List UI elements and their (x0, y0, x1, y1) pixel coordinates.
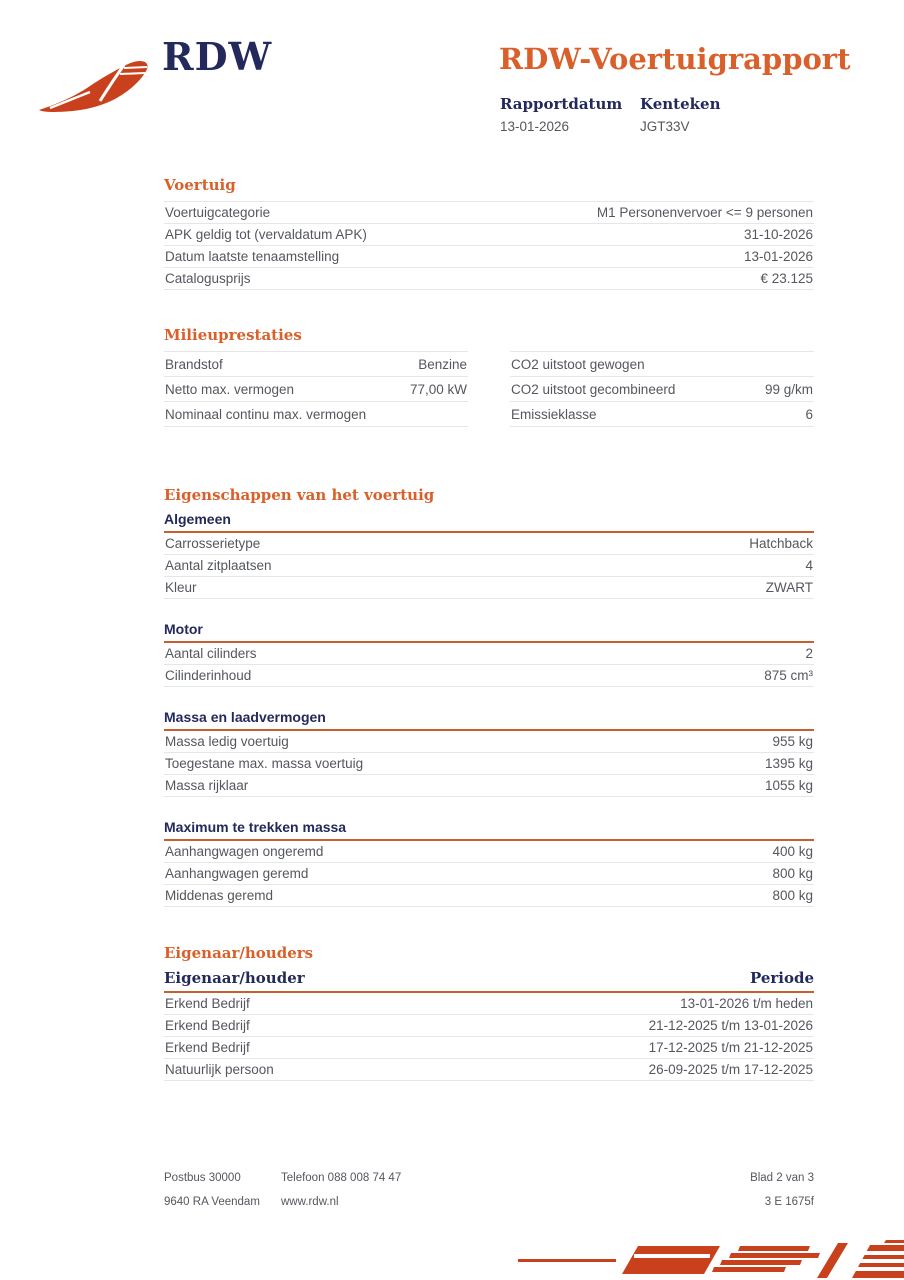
kenteken-block (640, 95, 780, 134)
owner-table-header (164, 969, 814, 993)
table-row (164, 555, 814, 577)
milieu-columns (164, 351, 814, 427)
row-label: Emissieklasse (511, 406, 597, 422)
section-title-voertuig: Voertuig (164, 176, 236, 194)
row-label: Kleur (165, 580, 197, 595)
row-label: Nominaal continu max. vermogen (165, 406, 367, 422)
row-label: Middenas geremd (165, 888, 274, 903)
section-title-milieuprestaties: Milieuprestaties (164, 326, 302, 344)
row-label: Massa rijklaar (165, 778, 249, 793)
row-value: ZWART (765, 580, 813, 595)
subsection-title: Massa en laadvermogen (164, 709, 814, 731)
row-label: Datum laatste tenaamstelling (165, 249, 340, 264)
report-date-block (500, 95, 640, 134)
subsection-title: Algemeen (164, 511, 814, 533)
owner-cell: Natuurlijk persoon (165, 1062, 274, 1077)
owner-cell: Erkend Bedrijf (165, 996, 250, 1011)
footer-phone: Telefoon 088 008 74 47 (281, 1172, 402, 1184)
table-row (164, 753, 814, 775)
row-label: Massa ledig voertuig (165, 734, 289, 749)
footer-address-line2: 9640 RA Veendam (164, 1196, 260, 1208)
kenteken-value: JGT33V (640, 119, 690, 134)
section-title-eigenschappen: Eigenschappen van het voertuig (164, 486, 435, 504)
milieu-left-column (164, 351, 468, 427)
row-value: 955 kg (772, 734, 813, 749)
row-value: 77,00 kW (409, 381, 467, 397)
period-cell: 17-12-2025 t/m 21-12-2025 (648, 1040, 813, 1055)
table-row (164, 224, 814, 246)
section-voertuig (164, 176, 814, 290)
table-row (164, 731, 814, 753)
subsection-motor (164, 621, 814, 687)
row-label: Aanhangwagen geremd (165, 866, 309, 881)
table-row (510, 352, 814, 377)
voertuig-rows (164, 201, 814, 290)
row-value: 875 cm³ (764, 668, 813, 683)
subsection-algemeen (164, 511, 814, 599)
row-value: 1395 kg (764, 756, 813, 771)
table-row (164, 1059, 814, 1081)
table-row (164, 268, 814, 290)
footer-page-indicator: Blad 2 van 3 (750, 1172, 814, 1184)
report-date-value: 13-01-2026 (500, 119, 570, 134)
row-value: 2 (805, 646, 813, 661)
row-value: 800 kg (772, 866, 813, 881)
table-row (164, 352, 468, 377)
row-value: 1055 kg (764, 778, 813, 793)
table-row (164, 885, 814, 907)
footer-address-line1: Postbus 30000 (164, 1172, 241, 1184)
period-cell: 21-12-2025 t/m 13-01-2026 (648, 1018, 813, 1033)
row-label: Aanhangwagen ongeremd (165, 844, 324, 859)
row-value: 13-01-2026 (743, 249, 813, 264)
table-row (510, 402, 814, 427)
row-label: Brandstof (165, 356, 223, 372)
table-row (164, 246, 814, 268)
row-value: Benzine (418, 356, 467, 372)
row-value: € 23.125 (760, 271, 813, 286)
table-row (164, 402, 468, 427)
subsection-trekken (164, 819, 814, 907)
footer-website: www.rdw.nl (281, 1196, 339, 1208)
speed-stripes-icon (518, 1240, 904, 1280)
owner-cell: Erkend Bedrijf (165, 1040, 250, 1055)
subsection-massa (164, 709, 814, 797)
row-label: Aantal cilinders (165, 646, 257, 661)
kenteken-label: Kenteken (640, 95, 721, 113)
owner-column-header: Eigenaar/houder (164, 969, 305, 987)
page-footer (164, 1166, 814, 1222)
table-row (164, 1037, 814, 1059)
period-cell: 26-09-2025 t/m 17-12-2025 (648, 1062, 813, 1077)
footer-form-code: 3 E 1675f (764, 1196, 814, 1208)
subsection-title: Maximum te trekken massa (164, 819, 814, 841)
section-title-eigenaar: Eigenaar/houders (164, 944, 314, 962)
row-label: Netto max. vermogen (165, 381, 295, 397)
row-value: 99 g/km (764, 381, 813, 397)
table-row (164, 863, 814, 885)
rdw-wordmark: RDW (162, 34, 273, 79)
row-value: M1 Personenvervoer <= 9 personen (596, 205, 813, 220)
table-row (164, 533, 814, 555)
row-value: 31-10-2026 (743, 227, 813, 242)
row-label: Toegestane max. massa voertuig (165, 756, 364, 771)
report-meta (500, 95, 780, 134)
row-label: Voertuigcategorie (165, 205, 271, 220)
table-row (164, 643, 814, 665)
table-row (164, 377, 468, 402)
row-label: CO2 uitstoot gewogen (511, 356, 645, 372)
section-eigenschappen (164, 486, 814, 907)
table-row (164, 1015, 814, 1037)
row-value: 6 (805, 406, 813, 422)
row-value: 800 kg (772, 888, 813, 903)
period-cell: 13-01-2026 t/m heden (680, 996, 813, 1011)
milieu-right-column (510, 351, 814, 427)
table-row (164, 841, 814, 863)
owner-cell: Erkend Bedrijf (165, 1018, 250, 1033)
table-row (164, 775, 814, 797)
row-label: APK geldig tot (vervaldatum APK) (165, 227, 367, 242)
section-milieuprestaties (164, 326, 814, 427)
table-row (164, 665, 814, 687)
row-value: Hatchback (749, 536, 813, 551)
table-row (164, 202, 814, 224)
page-title: RDW-Voertuigrapport (499, 42, 851, 76)
subsection-title: Motor (164, 621, 814, 643)
table-row (164, 577, 814, 599)
row-value: 400 kg (772, 844, 813, 859)
table-row (164, 993, 814, 1015)
section-eigenaar (164, 944, 814, 1081)
report-date-label: Rapportdatum (500, 95, 623, 113)
row-label: Catalogusprijs (165, 271, 251, 286)
table-row (510, 377, 814, 402)
rdw-feather-icon (36, 48, 156, 118)
row-value: 4 (805, 558, 813, 573)
row-label: Cilinderinhoud (165, 668, 252, 683)
period-column-header: Periode (749, 969, 814, 987)
row-label: Carrosserietype (165, 536, 261, 551)
row-label: CO2 uitstoot gecombineerd (511, 381, 676, 397)
row-label: Aantal zitplaatsen (165, 558, 272, 573)
